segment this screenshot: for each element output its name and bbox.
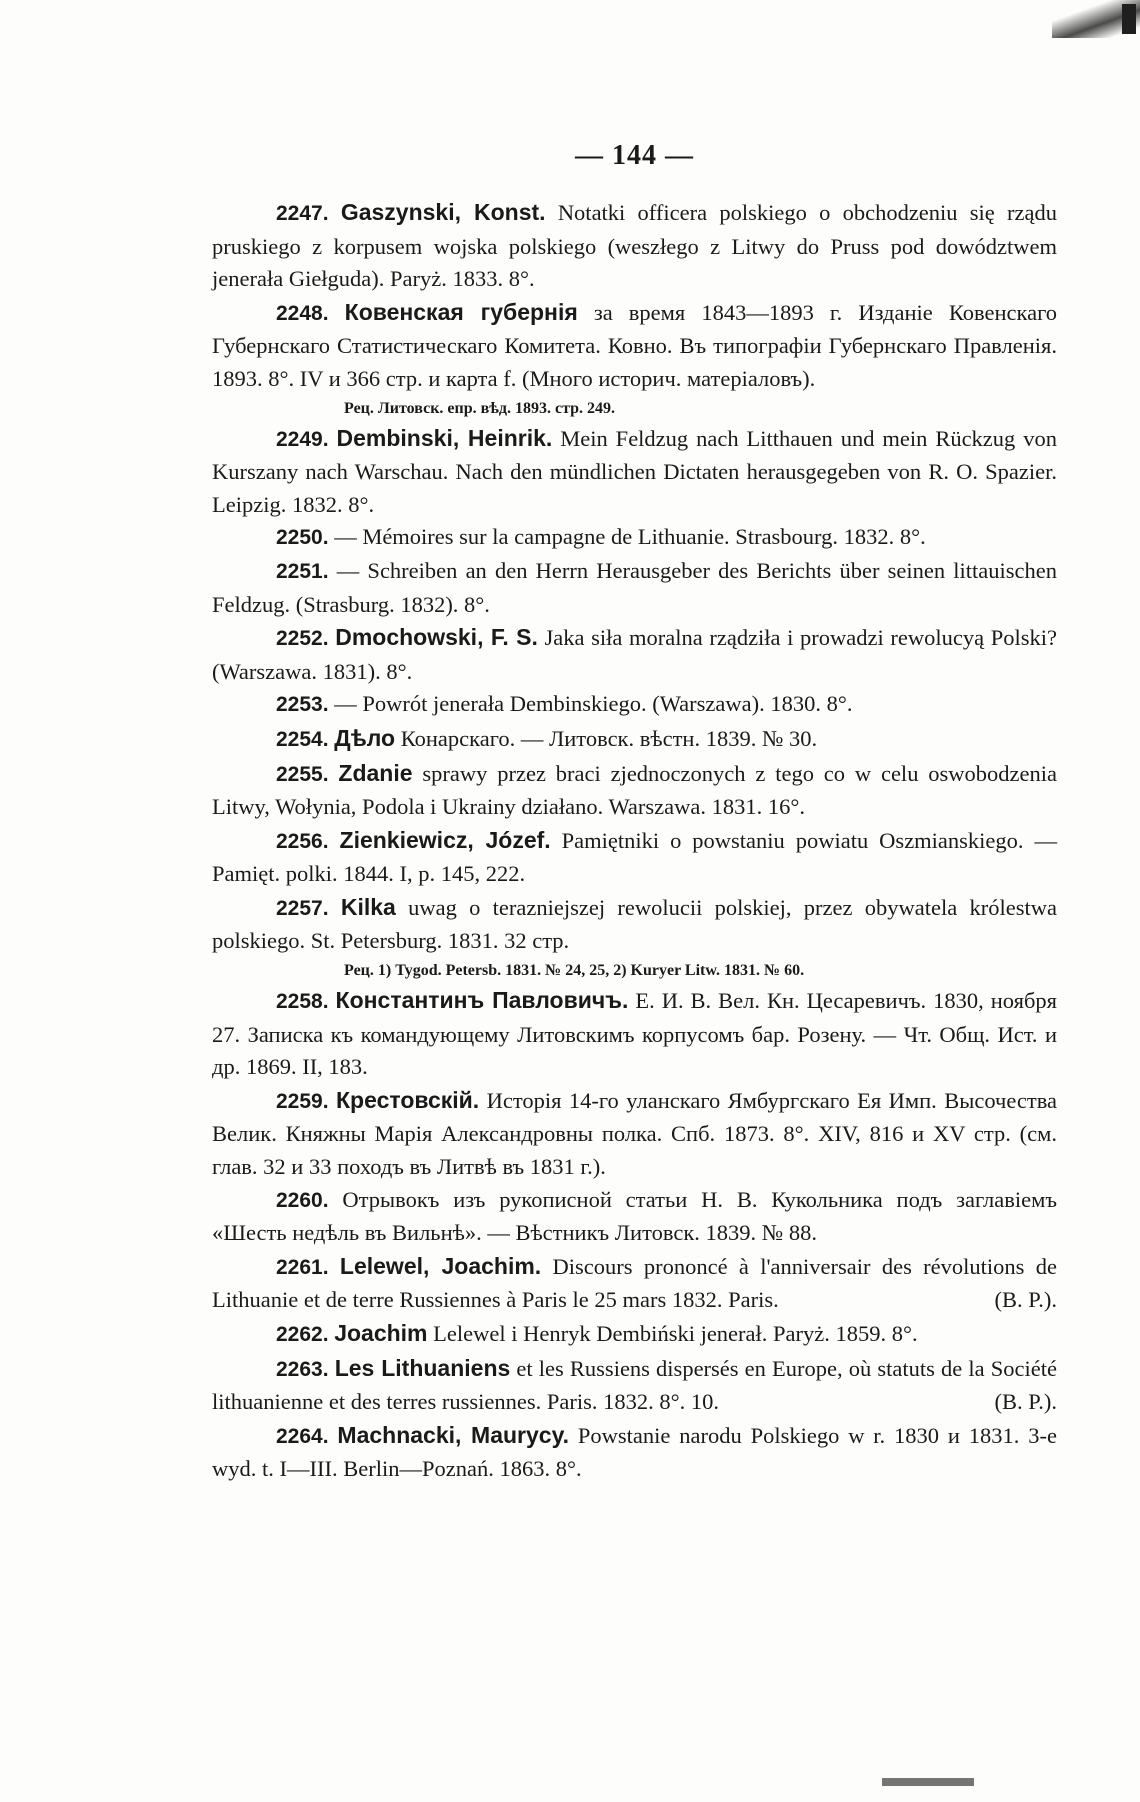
entry-number: 2255. xyxy=(276,762,329,786)
entry-text: Lelewel i Henryk Dembiński jenerał. Paryż. 1859. 8°. xyxy=(427,1321,918,1346)
bibliography-entry xyxy=(212,1317,1057,1352)
entry-number: 2253. xyxy=(276,693,329,717)
entry-text: — Mémoires sur la campagne de Lithuanie. Strasbourg. 1832. 8°. xyxy=(334,524,926,550)
entry-number: 2264. xyxy=(276,1424,329,1448)
entry-number: 2249. xyxy=(276,427,329,451)
bottom-scan-artifact xyxy=(882,1778,974,1786)
bibliography-entry xyxy=(212,1250,1057,1317)
entry-number: 2250. xyxy=(276,526,329,550)
entry-author: Les Lithuaniens xyxy=(334,1354,511,1381)
bibliography-entry xyxy=(212,1419,1057,1486)
bibliography-entry xyxy=(212,824,1057,891)
entry-text: Discours prononcé à l'anniversair des révolutions de Lithuanie et de terre Russiennes à Paris le 25 mars 1832. Paris. xyxy=(212,1253,1057,1313)
bibliography-entry xyxy=(212,621,1057,688)
bibliography-entry xyxy=(212,688,1057,722)
entry-number: 2251. xyxy=(276,559,329,583)
entry-number: 2254. xyxy=(276,727,329,751)
entry-number: 2263. xyxy=(276,1357,329,1381)
page-number: — 144 — xyxy=(575,140,694,171)
entry-author: Dembinski, Heinrik. xyxy=(336,424,553,451)
entry-number: 2256. xyxy=(276,829,329,853)
entry-review-citation: Рец. 1) Tygod. Petersb. 1831. № 24, 25, 2) Kuryer Litw. 1831. № 60. xyxy=(344,962,805,980)
entry-text: — Schreiben an den Herrn Herausgeber des Berichts über seinen littauischen Feldzug. (Strasburg. 1832). 8°. xyxy=(212,557,1058,617)
entry-author: Lelewel, Joachim. xyxy=(339,1252,542,1279)
bibliography-entry xyxy=(212,891,1057,984)
entry-number: 2248. xyxy=(276,301,329,325)
bibliography-entry xyxy=(212,757,1057,824)
entry-text: uwag o terazniejszej rewolucii polskiej, przez obywatela królestwa polskiego. St. Petersburg. 1831. 32 стр. xyxy=(212,894,1058,954)
entry-text: et les Russiens dispersés en Europe, où statuts de la Société lithuanienne et des terres russiennes. Paris. 1832. 8°. 10. xyxy=(212,1355,1057,1415)
bibliography-entry xyxy=(212,422,1057,522)
entry-number: 2258. xyxy=(276,990,329,1014)
entry-list xyxy=(212,196,1057,1486)
entry-author: Ковенская губернія xyxy=(344,298,578,325)
entry-text: sprawy przez braci zjednoczonych z tego co w celu oswobodzenia Litwy, Wołynia, Podola i Ukrainy działano. Warszawa. 1831. 16°. xyxy=(212,760,1058,820)
bibliography-entry xyxy=(212,521,1057,555)
entry-author: Zienkiewicz, Józef. xyxy=(339,826,551,853)
entry-text: Е. И. В. Вел. Кн. Цесаревичъ. 1830, ноября 27. Записка къ командующему Литовскимъ корпусомъ бар. Розену. — Чт. Общ. Ист. и др. 1869. II, 183. xyxy=(212,988,1057,1080)
entry-signature: (B. P.). xyxy=(994,1389,1057,1415)
entry-author: Gaszynski, Konst. xyxy=(340,199,546,225)
entry-author: Joachim xyxy=(334,1320,428,1346)
entry-text: Исторія 14-го уланскаго Ямбургскаго Ея Имп. Высочества Велик. Княжны Марія Александровны полка. Спб. 1873. 8°. XIV, 816 и XV стр. (см. глав. 32 и 33 походъ въ Литвѣ въ 1831 г.). xyxy=(212,1087,1058,1180)
bibliography-entry xyxy=(212,722,1057,757)
entry-author: Дѣло xyxy=(334,724,396,751)
entry-number: 2260. xyxy=(276,1188,329,1212)
entry-author: Kilka xyxy=(340,893,396,920)
entry-author: Dmochowski, F. S. xyxy=(335,624,538,651)
entry-text: Powstanie narodu Polskiego w r. 1830 и 1831. 3-е wyd. t. I—III. Berlin—Poznań. 1863. 8°. xyxy=(212,1422,1057,1482)
entry-number: 2252. xyxy=(276,627,329,651)
entry-number: 2262. xyxy=(276,1323,329,1346)
entry-author: Константинъ Павловичъ. xyxy=(335,987,629,1014)
entry-author: Zdanie xyxy=(338,759,413,786)
entry-text: Notatki officera polskiego o obchodzeniu się rządu pruskiego z korpusem wojska polskiego (weszłego z Litwy do Pruss pod dowództwem jenerała Giełguda). Paryż. 1833. 8°. xyxy=(212,200,1057,292)
bibliography-entry xyxy=(212,1184,1057,1250)
entry-review-citation: Рец. Литовск. епр. вѣд. 1893. стр. 249. xyxy=(344,399,616,417)
bibliography-entry xyxy=(212,555,1057,621)
entry-text: Pamiętniki o powstaniu powiatu Oszmianskiego. — Pamięt. polki. 1844. I, p. 145, 222. xyxy=(212,827,1057,887)
entry-text: — Powrót jenerała Dembinskiego. (Warszawa). 1830. 8°. xyxy=(334,691,853,717)
bibliography-entry xyxy=(212,296,1057,422)
corner-scan-artifact-2 xyxy=(1122,4,1136,34)
entry-signature: (B. P.). xyxy=(994,1287,1057,1313)
bibliography-entry xyxy=(212,1352,1057,1419)
entry-number: 2259. xyxy=(276,1089,329,1113)
entry-author: Крестовскій. xyxy=(336,1086,480,1113)
entry-text: Mein Feldzug nach Litthauen und mein Rückzug von Kurszany nach Warschau. Nach den mündlichen Dictaten herausgegeben von R. O. Spazier. Leipzig. 1832. 8°. xyxy=(212,425,1057,517)
entry-text: Отрывокъ изъ рукописной статьи Н. В. Кукольника подъ заглавіемъ «Шесть недѣль въ Вильнѣ». — Вѣстникъ Литовск. 1839. № 88. xyxy=(212,1186,1058,1246)
entry-number: 2261. xyxy=(276,1255,329,1279)
entry-text: Конарскаго. — Литовск. вѣстн. 1839. № 30. xyxy=(395,725,818,751)
bibliography-entry xyxy=(212,1084,1057,1184)
entry-text: за время 1843—1893 г. Изданіе Ковенскаго Губернскаго Статистическаго Комитета. Ковно. Въ типографіи Губернскаго Правленія. 1893. 8°. IV и 366 стр. и карта f. (Много историч. матеріаловъ). xyxy=(212,299,1057,391)
entry-number: 2247. xyxy=(276,202,329,225)
bibliography-entry xyxy=(212,196,1057,296)
bibliography-entry xyxy=(212,984,1057,1084)
entry-author: Machnacki, Maurycy. xyxy=(337,1421,570,1448)
entry-number: 2257. xyxy=(276,896,329,920)
page-body xyxy=(212,140,1057,1486)
entry-text: Jaka siła moralna rządziła i prowadzi rewolucyą Polski? (Warszawa. 1831). 8°. xyxy=(212,625,1058,684)
